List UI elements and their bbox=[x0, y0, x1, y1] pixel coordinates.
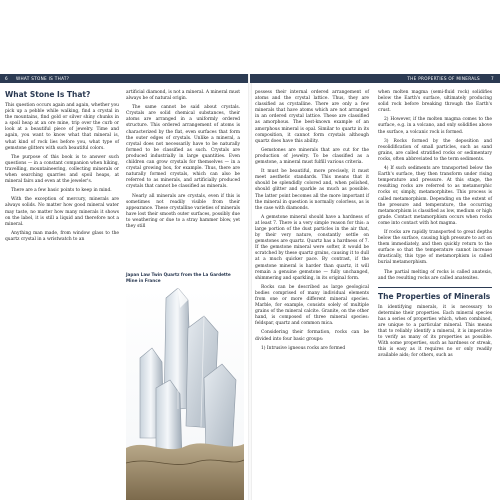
paragraph: With the exception of mercury, minerals are always solids. No matter how good mineral water may taste, no matter how many minerals it shows on the label, it is still a liquid and therefore not a mineral. bbox=[5, 197, 119, 227]
paragraph: 2) However, if the molten magma comes to the surface, e.g. in a volcano, and only solidifies above the surface, a volcanic rock is formed. bbox=[378, 117, 492, 135]
paragraph: This question occurs again and again, whether you pick up a pebble while walking, find a crystal in the mountains, find gold or silver shiny chunks in a spoil heap at an ore mine, trip over the curb or look at a beautiful piece of jewelry. Time and again, you want to know what that mineral is, what kind of rock lies before you, what type of gemstone glitters with such beautiful colors. bbox=[5, 103, 119, 151]
paragraph: It must be beautiful, more precisely, it must meet aesthetic standards. This means that it should be splendidly colored and, when polished, should glitter and sparkle as much as possible. The latter point becomes all the more important if the mineral in question is normally colorless, as is the case with diamonds. bbox=[255, 169, 369, 211]
left-running-header bbox=[0, 74, 250, 83]
paragraph: A gemstone mineral should have a hardness of at least 7. There is a very simple reason for this: a large portion of the dust particles in the air that, by their very nature, constantly settle on gemstones are quartz. Quartz has a hardness of 7. If the gemstone mineral were softer, it would be scratched by these quartz grains, causing it to dull at a much quicker pace. By contrast, if the gemstone mineral is harder than quartz, it will remain a genuine gemstone — fully unchanged, shimmering and sparkling, in its original form. bbox=[255, 214, 369, 281]
paragraph: artificial diamond, is not a mineral. A mineral must always be of natural origin. bbox=[126, 90, 240, 102]
quartz-crystal-illustration bbox=[126, 288, 244, 500]
photo-caption: Japan Law Twin Quartz from the La Gardette Mine in France bbox=[126, 272, 231, 283]
paragraph: 4) If such sediments are transported below the Earth's surface, they then transform under rising temperature and pressure. At this stage, the resulting rocks are referred to as metamorphic rocks or, simply, metamorphites. This process is called metamorphism. Depending on the extent of the pressure and temperature, the occurring metamorphism is classified as low, medium or high grade. Contact metamorphism occurs when rocks come into contact with hot magma. bbox=[378, 166, 492, 226]
left-running-title: WHAT STONE IS THAT? bbox=[16, 76, 70, 81]
paragraph: Rocks can be described as large geological bodies comprised of many individual elements from one or more different mineral species. Marble, for example, consists solely of multiple grains of the mineral calcite. Granite, on the other hand, is composed of three mineral species: feldspar, quartz and common mica. bbox=[255, 284, 369, 327]
paragraph: when molten magma (semi-fluid rock) solidifies below the Earth's surface, ultimately producing solid rock before breaking through the Earth's crust. bbox=[378, 90, 492, 114]
right-page bbox=[250, 0, 500, 500]
section-heading-what-stone: What Stone Is That? bbox=[5, 90, 91, 99]
section-heading-properties: The Properties of Minerals bbox=[378, 287, 492, 301]
left-column-2 bbox=[126, 90, 240, 233]
right-running-header bbox=[250, 74, 500, 83]
right-page-number: 7 bbox=[491, 76, 494, 81]
right-running-title: THE PROPERTIES OF MINERALS bbox=[407, 76, 480, 81]
paragraph: 1) Intrusive igneous rocks are formed bbox=[261, 345, 346, 351]
right-column-1 bbox=[255, 90, 369, 355]
paragraph: There are a few basic points to keep in mind. bbox=[11, 188, 112, 194]
left-column-1 bbox=[5, 90, 119, 246]
paragraph: If rocks are rapidly transported to great depths below the surface, causing high pressure to act on them immediately, and then quickly return to the surface so that the temperature cannot increase drastically, this type of metamorphism is called burial metamorphism. bbox=[378, 229, 492, 266]
left-page-number: 6 bbox=[5, 76, 8, 81]
paragraph: Anything man made, from window glass to the quartz crystal in a wristwatch to an bbox=[5, 230, 119, 242]
paragraph: The partial melting of rocks is called anatexis, and the resulting rocks are called anatexites. bbox=[378, 269, 492, 281]
right-column-2 bbox=[378, 90, 492, 363]
paragraph: In identifying minerals, it is necessary to determine their properties. Each mineral species has a series of properties which, when combined, are unique to a particular mineral. This means that to reliably identify a mineral, it is imperative to verify as many of its properties as possible. With some properties, such as hardness or streak, this is easy as it requires no or only readily available aids; for others, such as bbox=[378, 304, 492, 359]
paragraph: possess their internal ordered arrangement of atoms and the crystal lattice. Thus, they are classified as crystalline. There are only a few minerals that have atoms which are not arranged in an ordered crystal lattice. These are classified as amorphous. The best-known example of an amorphous mineral is opal. Similar to quartz in its composition, it cannot form crystals although quartz does have this ability. bbox=[255, 90, 369, 144]
quartz-crystal-photo bbox=[126, 288, 244, 500]
paragraph: Nearly all minerals are crystals, even if this is sometimes not readily visible from their appearance. These crystalline varieties of minerals have lost their smooth outer surfaces, possibly due to weathering or due to a stray hammer blow, yet they still bbox=[126, 193, 240, 229]
paragraph: The same cannot be said about crystals. Crystals are solid chemical substances, their atoms are arranged in a uniformly ordered structure. This ordered arrangement of atoms is characterized by the flat, even surfaces that form the outer edges of crystals. Unlike a mineral, a crystal does not necessarily have to be naturally formed to be classified as such. Crystals are produced industrially in large quantities. Even children can grow crystals for themselves — in a crystal growing box, for example. Thus, there are naturally formed crystals, which can also be referred to as minerals, and artificially produced crystals that cannot be classified as minerals. bbox=[126, 105, 240, 190]
paragraph: Considering their formation, rocks can be divided into four basic groups: bbox=[255, 330, 369, 342]
paragraph: Gemstones are minerals that are cut for the production of jewelry. To be classified as a gemstone, a mineral must fulfill various criteria. bbox=[255, 147, 369, 166]
paragraph: 3) Rocks formed by the deposition and resolidification of small particles, such as sand grains, are called stratified rocks or sedimentary rocks, often abbreviated to the term sediments. bbox=[378, 138, 492, 162]
paragraph: The purpose of this book is to answer such questions — in a constant companion when hiking, travelling, mountaineering, collecting minerals or when searching quarries and spoil heaps, at mineral fairs and even at the jeweler's. bbox=[5, 154, 119, 185]
